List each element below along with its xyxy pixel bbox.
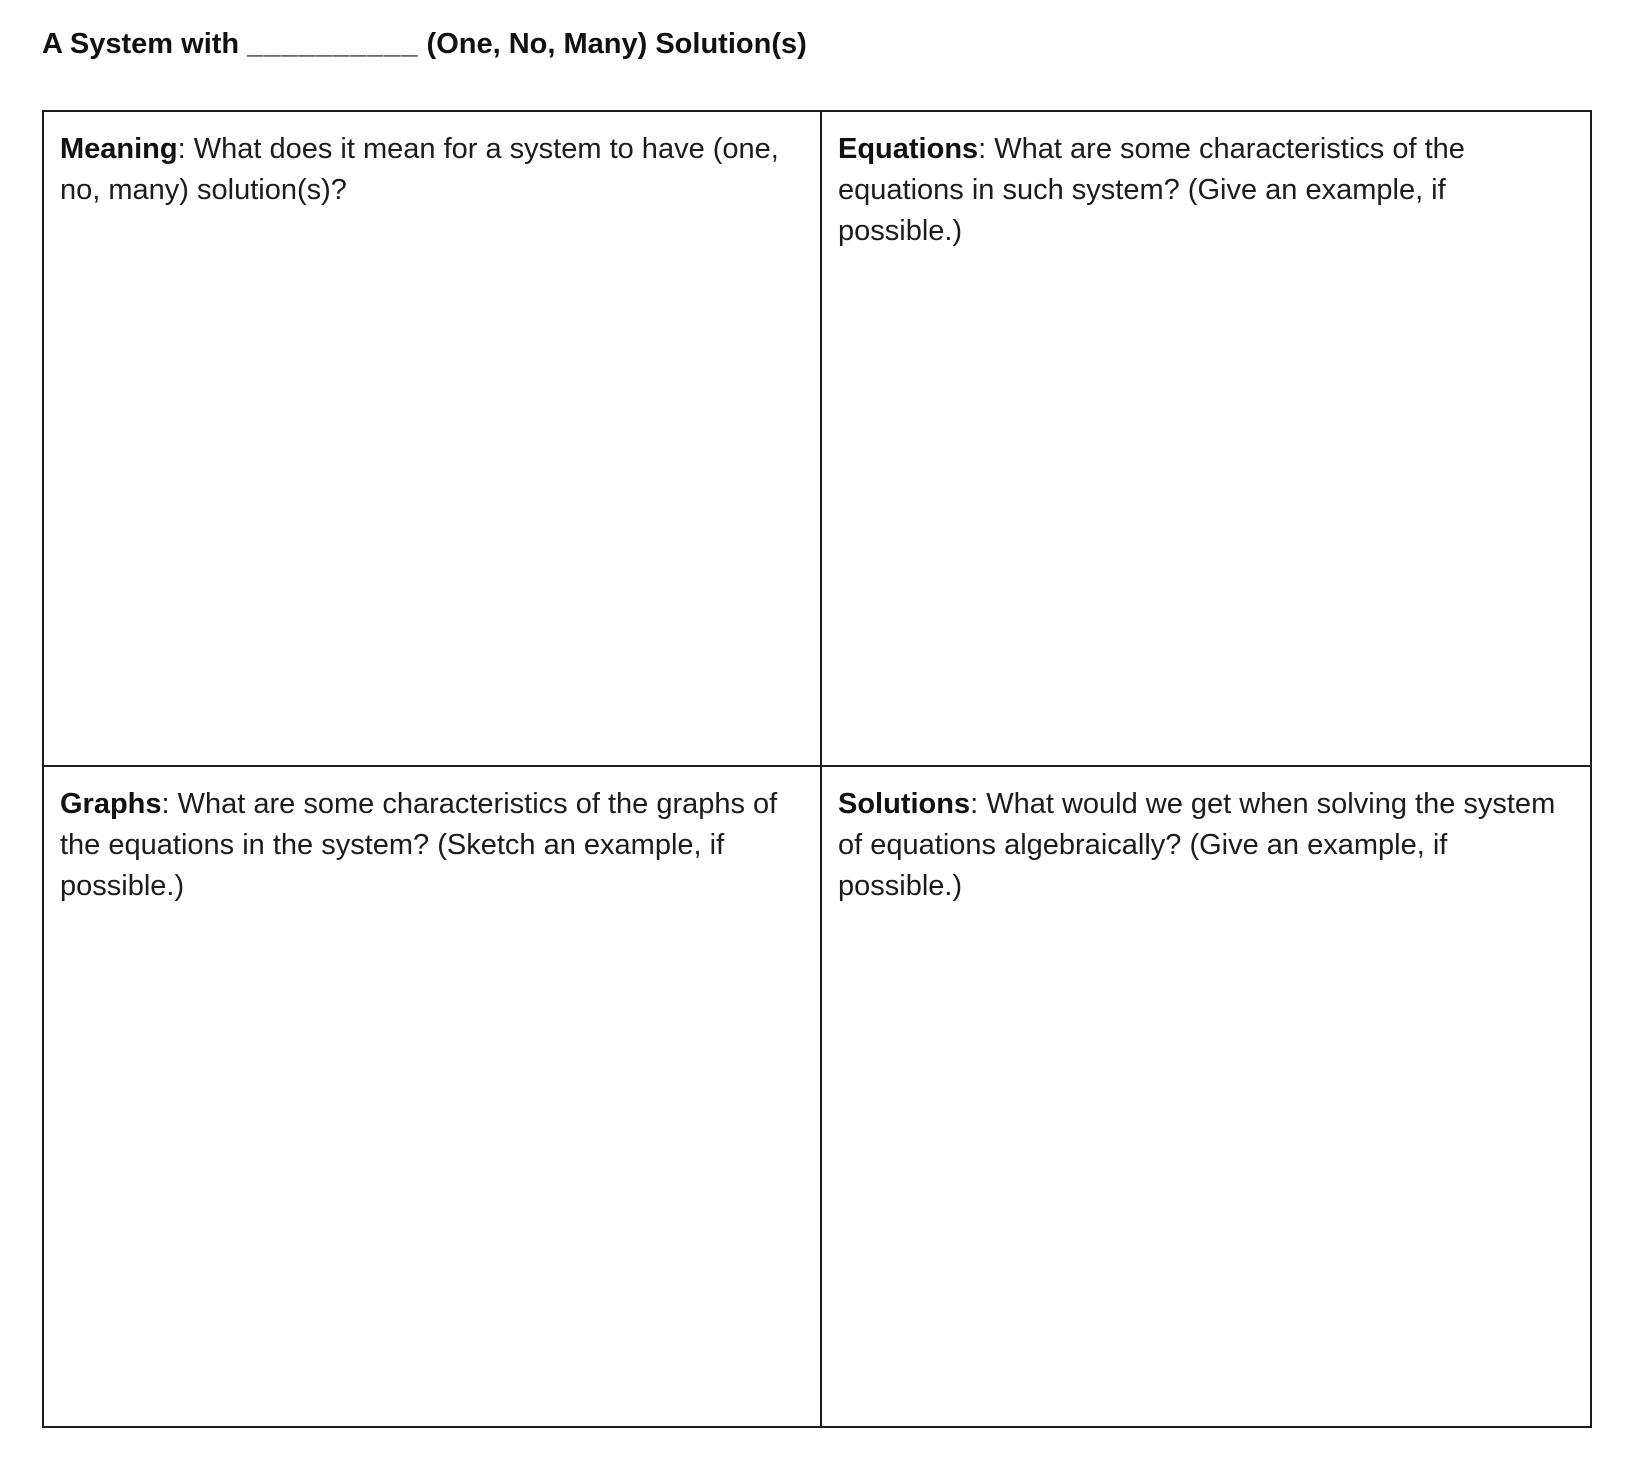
- cell-solutions-label: Solutions: [838, 788, 971, 820]
- cell-meaning-question: : What does it mean for a system to have (one, no, many) solution(s)?: [60, 133, 779, 206]
- page-title: [42, 28, 807, 61]
- cell-equations-prompt: [838, 129, 1572, 252]
- title-prefix: A System with: [42, 28, 248, 60]
- worksheet-table: [42, 110, 1592, 1428]
- cell-solutions-question: : What would we get when solving the system of equations algebraically? (Give an example, if possible.): [838, 788, 1556, 902]
- cell-equations-label: Equations: [838, 133, 979, 165]
- cell-meaning-prompt: [60, 129, 802, 211]
- cell-equations-question: : What are some characteristics of the equations in such system? (Give an example, if possible.): [838, 133, 1465, 247]
- title-suffix: (One, No, Many) Solution(s): [418, 28, 807, 60]
- cell-meaning-label: Meaning: [60, 133, 178, 165]
- cell-graphs-question: : What are some characteristics of the graphs of the equations in the system? (Sketch an example, if possible.): [60, 788, 778, 902]
- cell-equations[interactable]: [822, 112, 1590, 767]
- cell-solutions[interactable]: [822, 767, 1590, 1426]
- cell-graphs-label: Graphs: [60, 788, 162, 820]
- cell-meaning[interactable]: [44, 112, 822, 767]
- cell-solutions-prompt: [838, 784, 1572, 907]
- title-fill-in-blank[interactable]: __________: [247, 28, 419, 60]
- cell-graphs[interactable]: [44, 767, 822, 1426]
- cell-graphs-prompt: [60, 784, 802, 907]
